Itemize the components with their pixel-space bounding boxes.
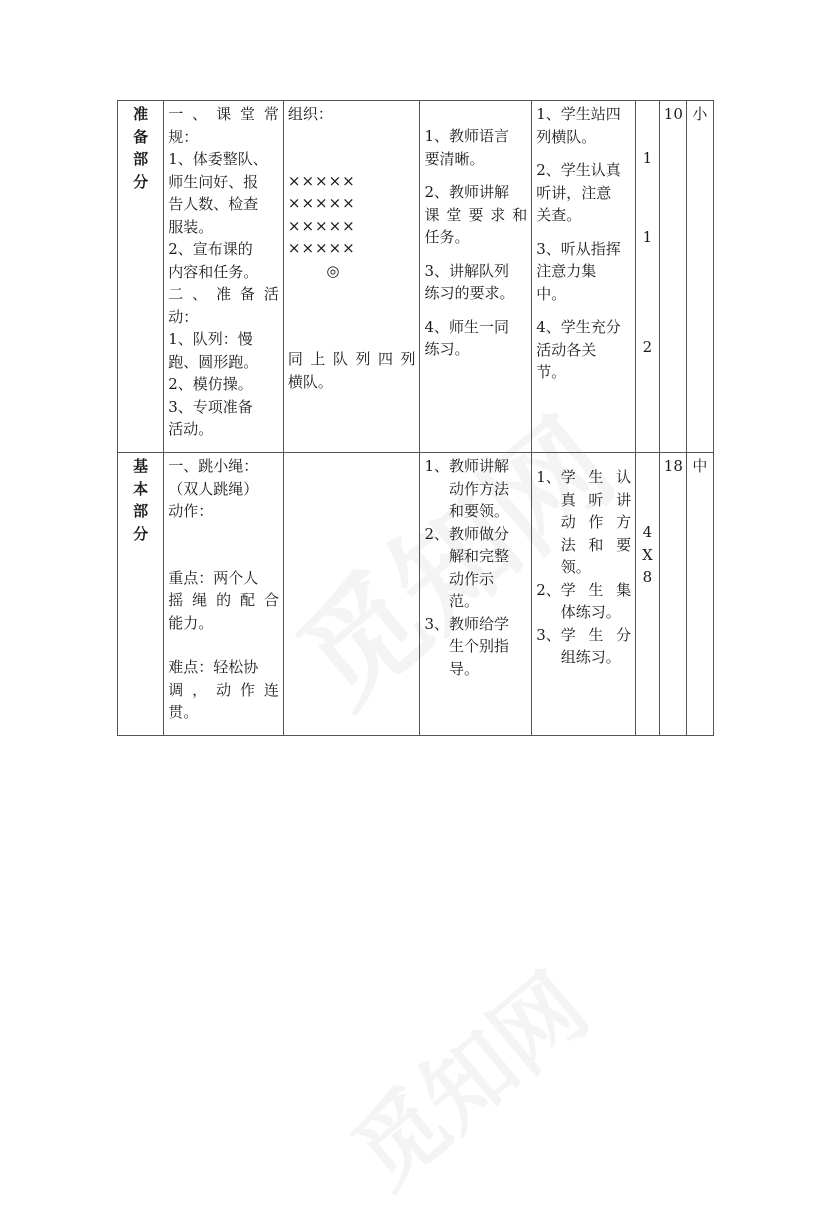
teacher-line: 练习的要求。 — [424, 284, 515, 302]
section-char: 备 — [133, 127, 149, 146]
student-cell-basic — [532, 453, 636, 736]
count-value: 8 — [642, 568, 653, 586]
content-line: 3、专项准备 — [168, 397, 253, 416]
spacer — [424, 249, 527, 260]
content-line: 能力。 — [168, 613, 214, 632]
teacher-position-icon: ◎ — [326, 261, 340, 280]
content-line: 一、跳小绳： — [168, 457, 259, 475]
teacher-line: 4、师生一同 — [424, 317, 510, 336]
step-line: 学生集 — [560, 580, 632, 599]
student-line: 注意力集 — [536, 262, 597, 280]
list-item — [424, 613, 527, 681]
count-cell-preparation — [636, 101, 660, 453]
step-line: 生个别指 — [449, 637, 510, 655]
step-line: 教师讲解 — [449, 457, 510, 475]
organization-note: 同上队列四列 — [287, 350, 416, 368]
content-line: 二、准备活 — [168, 285, 279, 303]
step-line: 导。 — [449, 659, 480, 678]
table-row-basic — [118, 453, 714, 736]
student-line: 2、学生认真 — [536, 161, 621, 179]
step-line: 组练习。 — [560, 648, 621, 666]
lesson-plan-table — [117, 100, 714, 736]
student-line: 活动各关 — [536, 340, 597, 359]
step-number: 1、 — [424, 457, 450, 475]
section-char: 准 — [133, 105, 149, 123]
content-line: 内容和任务。 — [168, 262, 259, 281]
spacer — [536, 227, 631, 238]
intensity-value: 中 — [692, 457, 708, 475]
step-line: 动作方 — [560, 513, 632, 531]
teacher-line: 任务。 — [424, 228, 470, 246]
content-cell-basic — [164, 453, 284, 736]
step-line: 体练习。 — [560, 603, 621, 621]
spacer — [640, 248, 655, 336]
student-steps — [536, 466, 631, 669]
content-line: 1、体委整队、 — [168, 150, 268, 168]
step-number: 2、 — [424, 524, 450, 543]
content-line: 师生问好、报 — [168, 172, 259, 191]
formation-row: ××××× — [287, 216, 356, 235]
step-number: 1、 — [536, 468, 561, 486]
minutes-cell-preparation — [659, 101, 686, 453]
spacer — [640, 170, 655, 226]
student-line: 节。 — [536, 363, 567, 381]
content-line: 重点：两个人 — [168, 568, 259, 587]
step-line: 学生认 — [560, 468, 632, 486]
student-line: 4、学生充分 — [536, 318, 621, 336]
minutes-cell-basic — [659, 453, 686, 736]
content-line: 2、模仿操。 — [168, 375, 253, 393]
formation-row: ××××× — [287, 239, 356, 257]
section-label-preparation — [118, 101, 164, 453]
teacher-cell-preparation — [420, 101, 532, 453]
content-line: 服装。 — [168, 217, 214, 236]
section-char: 本 — [133, 479, 149, 498]
spacer — [640, 103, 655, 147]
content-line: 活动。 — [168, 420, 214, 438]
teacher-line: 要清晰。 — [424, 149, 485, 168]
student-line: 3、听从指挥 — [536, 239, 621, 258]
section-char: 部 — [133, 502, 149, 520]
step-line: 和要领。 — [449, 502, 510, 520]
spacer — [424, 305, 527, 316]
organization-cell-preparation — [283, 101, 420, 453]
teacher-steps — [424, 455, 527, 680]
spacer — [536, 455, 631, 466]
list-item — [536, 624, 631, 669]
content-line: 一、课堂常 — [168, 105, 279, 123]
student-line: 关查。 — [536, 206, 582, 224]
intensity-cell-preparation — [686, 101, 713, 453]
content-line: 动： — [168, 307, 199, 326]
content-line: 1、队列：慢 — [168, 330, 253, 348]
content-line: 跑、圆形跑。 — [168, 352, 259, 371]
spacer — [288, 126, 416, 148]
step-line: 动作方法 — [449, 479, 510, 498]
teacher-cell-basic — [420, 453, 532, 736]
list-item — [424, 455, 527, 523]
content-line: 摇绳的配合 — [168, 591, 279, 609]
formation-row: ××××× — [287, 171, 356, 190]
section-label-basic — [118, 453, 164, 736]
spacer — [640, 455, 655, 521]
list-item — [536, 466, 631, 579]
content-line: 告人数、检查 — [168, 195, 259, 213]
section-char: 部 — [133, 150, 149, 168]
count-value: 1 — [642, 149, 653, 167]
intensity-value: 小 — [692, 105, 708, 123]
count-value: 2 — [642, 338, 653, 356]
content-line: 2、宣布课的 — [168, 240, 253, 258]
teacher-line: 课堂要求和 — [424, 205, 528, 224]
step-line: 教师做分 — [449, 524, 510, 543]
student-cell-preparation — [532, 101, 636, 453]
step-number: 2、 — [536, 580, 561, 599]
spacer — [288, 148, 416, 170]
watermark-logo-bottom — [320, 938, 610, 1211]
spacer — [536, 148, 631, 159]
step-number: 3、 — [424, 614, 450, 633]
count-value: 4 — [642, 523, 653, 541]
spacer — [536, 305, 631, 316]
student-line: 中。 — [536, 284, 567, 303]
step-line: 动作示 — [449, 569, 495, 588]
minutes-value: 10 — [663, 105, 683, 123]
organization-note: 横队。 — [287, 372, 333, 391]
formation-row: ××××× — [287, 194, 356, 212]
student-line: 听讲，注意 — [536, 183, 612, 202]
step-line: 范。 — [449, 592, 480, 610]
intensity-cell-basic — [686, 453, 713, 736]
content-line: 贯。 — [168, 703, 199, 721]
spacer — [288, 282, 416, 348]
content-line: 规： — [168, 127, 199, 146]
count-value: 1 — [642, 227, 653, 246]
content-line: 难点：轻松协 — [168, 658, 259, 676]
content-cell-preparation — [164, 101, 284, 453]
teacher-line: 2、教师讲解 — [424, 183, 510, 201]
count-value: X — [642, 545, 653, 564]
step-line: 领。 — [560, 558, 591, 576]
section-char: 分 — [133, 524, 149, 543]
table-row-preparation — [118, 101, 714, 453]
student-line: 列横队。 — [536, 127, 597, 146]
step-number: 3、 — [536, 625, 561, 644]
section-char: 分 — [133, 172, 149, 191]
content-line: 调，动作连 — [168, 680, 279, 699]
count-cell-basic — [636, 453, 660, 736]
list-item — [424, 523, 527, 613]
step-line: 法和要 — [560, 535, 632, 554]
step-line: 真听讲 — [560, 490, 632, 509]
student-line: 1、学生站四 — [536, 105, 621, 123]
spacer — [168, 634, 279, 656]
spacer — [424, 103, 527, 125]
spacer — [168, 523, 279, 567]
teacher-line: 3、讲解队列 — [424, 261, 510, 280]
teacher-line: 练习。 — [424, 340, 470, 358]
step-line: 学生分 — [560, 625, 632, 644]
minutes-value: 18 — [663, 457, 683, 475]
section-char: 基 — [133, 457, 149, 475]
teacher-line: 1、教师语言 — [424, 127, 510, 145]
step-line: 解和完整 — [449, 547, 510, 565]
organization-label: 组织： — [287, 105, 333, 123]
content-line: 动作： — [168, 502, 214, 520]
content-line: （双人跳绳） — [168, 479, 259, 498]
list-item — [536, 579, 631, 624]
organization-cell-basic — [283, 453, 420, 736]
step-line: 教师给学 — [449, 614, 510, 633]
spacer — [424, 170, 527, 181]
